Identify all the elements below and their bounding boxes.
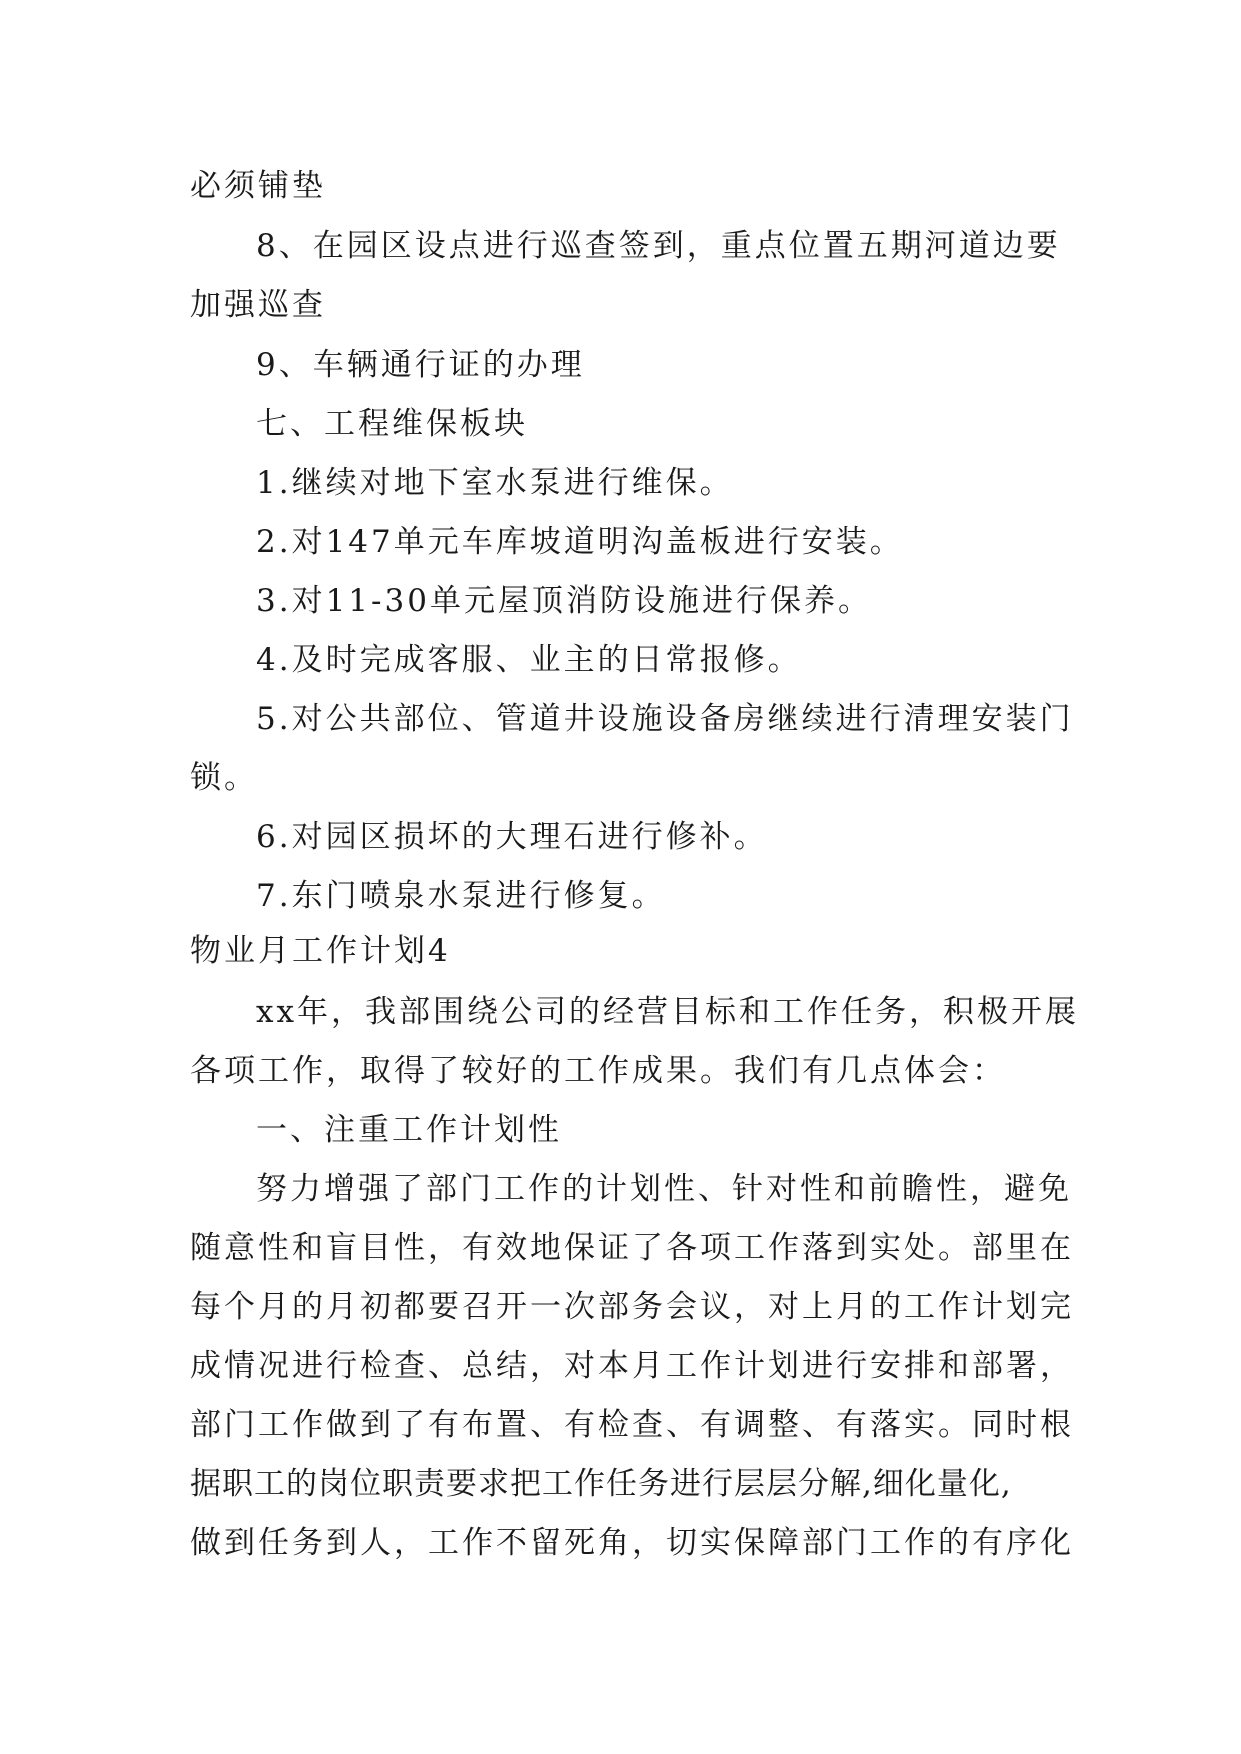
list-item: 1.继续对地下室水泵进行维保。 [256, 465, 734, 501]
list-item: 7.东门喷泉水泵进行修复。 [256, 878, 666, 914]
text-line: 部门工作做到了有布置、有检查、有调整、有落实。同时根 [190, 1407, 1074, 1443]
list-item: 5.对公共部位、管道井设施设备房继续进行清理安装门 [256, 701, 1074, 737]
text-line: 每个月的月初都要召开一次部务会议，对上月的工作计划完 [190, 1289, 1074, 1325]
text-line: 锁。 [190, 760, 258, 796]
section-heading: 一、注重工作计划性 [256, 1112, 562, 1148]
list-item: 4.及时完成客服、业主的日常报修。 [256, 642, 802, 678]
section-heading: 七、工程维保板块 [256, 406, 528, 442]
list-item: 2.对147单元车库坡道明沟盖板进行安装。 [256, 524, 904, 560]
list-item: 3.对11-30单元屋顶消防设施进行保养。 [256, 583, 872, 619]
text-line: 据职工的岗位职责要求把工作任务进行层层分解,细化量化, [190, 1466, 1012, 1502]
text-line: 各项工作，取得了较好的工作成果。我们有几点体会： [190, 1053, 1006, 1089]
text-line: 9、车辆通行证的办理 [256, 347, 585, 383]
text-line: 8、在园区设点进行巡查签到，重点位置五期河道边要 [256, 228, 1061, 264]
text-line: 必须铺垫 [190, 168, 326, 204]
text-line: 随意性和盲目性，有效地保证了各项工作落到实处。部里在 [190, 1230, 1074, 1266]
text-line: xx年，我部围绕公司的经营目标和工作任务，积极开展 [256, 994, 1079, 1030]
text-line: 加强巡查 [190, 287, 326, 323]
list-item: 6.对园区损坏的大理石进行修补。 [256, 819, 768, 855]
text-line: 做到任务到人，工作不留死角，切实保障部门工作的有序化 [190, 1525, 1074, 1561]
text-line: 成情况进行检查、总结，对本月工作计划进行安排和部署， [190, 1348, 1074, 1384]
text-line: 努力增强了部门工作的计划性、针对性和前瞻性，避免 [256, 1171, 1072, 1207]
document-title: 物业月工作计划4 [190, 933, 451, 969]
